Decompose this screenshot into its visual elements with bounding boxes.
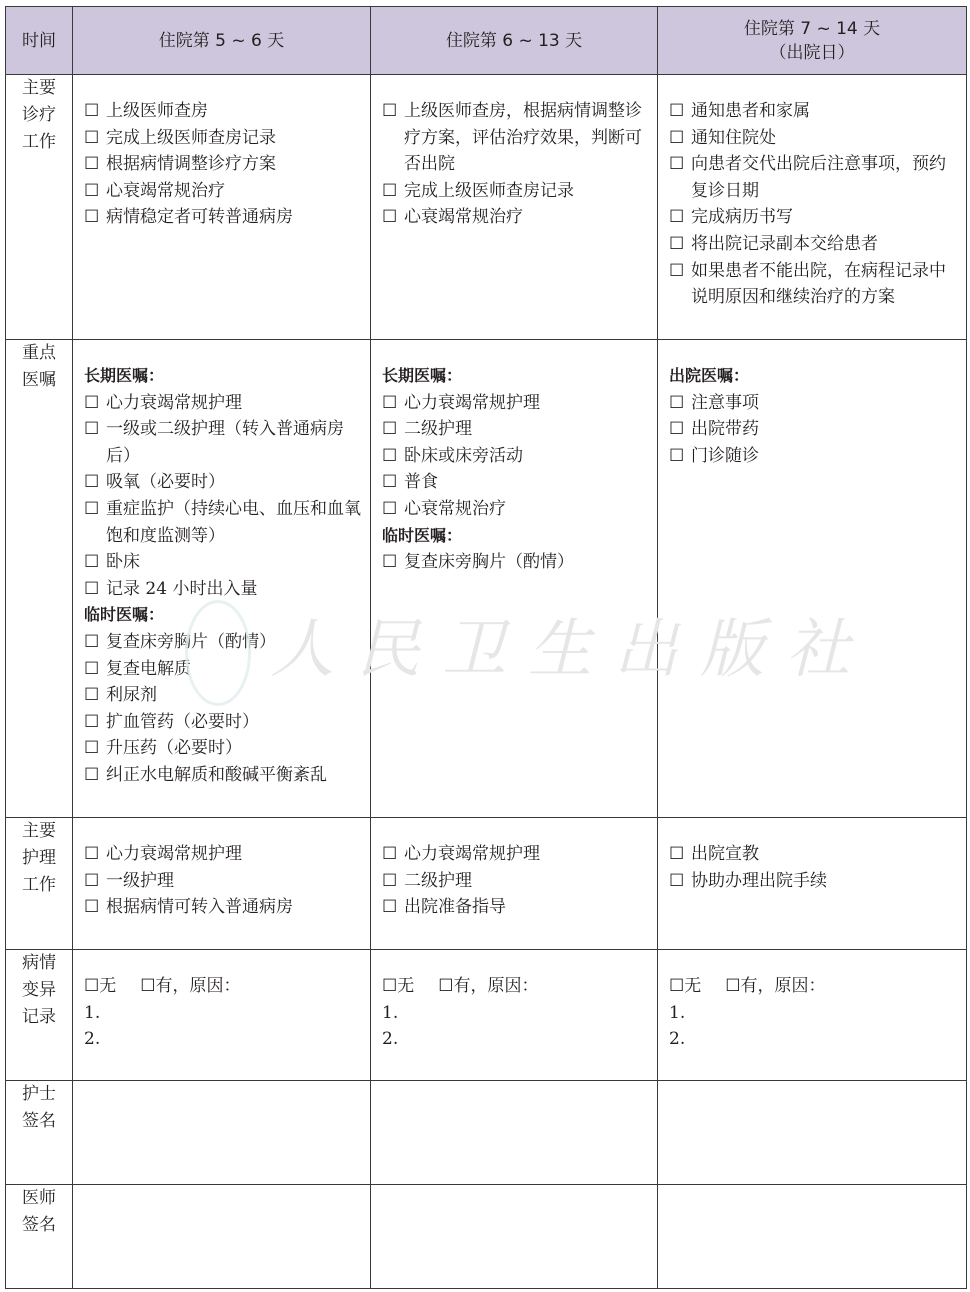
cell-variance-col3 [658,950,967,1081]
checklist-item-text: 出院带药 [691,419,759,440]
checklist-item-text: 普食 [404,472,438,493]
label-line: 变异 [22,980,56,1000]
checklist-item-text: 通知患者和家属 [691,101,810,121]
checklist-item[interactable] [84,894,362,921]
checklist-item-text: 一级或二级护理（转入普通病房后） [106,419,344,466]
checkbox-icon[interactable]: ☐ [84,101,100,121]
checklist-item[interactable] [382,443,649,470]
checklist-item-text: 利尿剂 [106,685,157,706]
checklist-item[interactable] [84,762,362,789]
checklist-item[interactable] [84,549,362,576]
label-doctor-signature [6,1185,73,1289]
checklist-item-text: 完成病历书写 [691,207,793,228]
checklist-item-text: 心力衰竭常规护理 [404,392,540,413]
checkbox-icon[interactable]: ☐ [382,844,398,864]
checklist-item-text: 纠正水电解质和酸碱平衡紊乱 [106,764,327,785]
header-discharge-day: （出院日） [769,42,855,63]
label-line: 护理 [22,848,56,868]
checkbox-icon[interactable]: ☐ [84,392,100,413]
label-line: 医嘱 [22,370,56,390]
variance-options [669,973,958,1000]
checkbox-icon[interactable]: ☐ [382,870,398,891]
checklist-item[interactable] [84,125,362,152]
checkbox-icon[interactable]: ☐ [382,897,398,918]
cell-diagnosis-col3 [658,75,967,340]
checkbox-icon[interactable]: ☐ [84,711,100,732]
checklist-item-text: 复查电解质 [106,658,191,679]
checkbox-icon[interactable]: ☐ [669,976,685,996]
long-term-orders-title: 长期医嘱： [84,366,165,385]
row-nurse-signature [6,1081,967,1185]
checkbox-icon[interactable]: ☐ [84,764,100,785]
checklist-item-text: 升压药（必要时） [106,738,242,759]
label-line: 工作 [22,132,56,152]
checklist-item[interactable] [669,443,958,470]
checklist-item-text: 二级护理 [404,870,472,891]
checklist-item-text: 根据病情可转入普通病房 [106,897,293,918]
checklist-item-text: 心力衰竭常规护理 [106,844,242,864]
checklist-item[interactable] [382,868,649,895]
variance-reason-line[interactable]: 2. [669,1029,686,1050]
doctor-signature-col3[interactable] [658,1185,967,1289]
checklist-item[interactable] [669,390,958,417]
checklist-item-text: 上级医师查房，根据病情调整诊疗方案，评估治疗效果，判断可否出院 [404,101,642,175]
checkbox-icon[interactable]: ☐ [382,472,398,493]
checklist-item-text: 上级医师查房 [106,101,208,121]
checklist-item[interactable] [382,841,649,868]
checkbox-icon[interactable]: ☐ [382,976,398,996]
row-nursing [6,818,967,950]
checklist-item[interactable] [84,98,362,125]
variance-yes-label: 有，原因： [740,976,826,996]
checkbox-icon[interactable]: ☐ [84,976,100,996]
label-line: 病情 [22,953,56,973]
checklist-item[interactable] [382,98,649,178]
checkbox-icon[interactable]: ☐ [84,207,100,228]
checklist-item-text: 复查床旁胸片（酌情） [404,552,574,573]
checkbox-icon[interactable]: ☐ [84,498,100,519]
checklist-item-text: 出院准备指导 [404,897,506,918]
checklist-item[interactable] [669,151,958,204]
checklist-item[interactable] [669,125,958,152]
checklist-item[interactable] [84,469,362,496]
checklist-item[interactable] [84,416,362,469]
checkbox-icon[interactable]: ☐ [382,207,398,228]
checklist-item[interactable] [84,496,362,549]
checkbox-icon[interactable]: ☐ [84,472,100,493]
checklist-item-text: 心衰常规治疗 [404,498,506,519]
checklist-item[interactable] [669,231,958,258]
checkbox-icon[interactable]: ☐ [669,233,685,254]
checkbox-icon[interactable]: ☐ [140,976,156,996]
checkbox-icon[interactable]: ☐ [84,870,100,891]
checklist-item-text: 心衰竭常规治疗 [106,180,225,201]
cell-diagnosis-col1 [73,75,371,340]
variance-yes-label: 有，原因： [453,976,539,996]
header-day-5-6: 住院第 5 ~ 6 天 [73,7,371,75]
checkbox-icon[interactable]: ☐ [669,154,685,175]
checklist-item[interactable] [84,841,362,868]
label-line: 主要 [22,78,56,98]
variance-yes-label: 有，原因： [155,976,241,996]
checklist-item-text: 心力衰竭常规护理 [106,392,242,413]
checklist-item-text: 卧床或床旁活动 [404,445,523,466]
checklist-item[interactable] [382,549,649,576]
row-variance [6,950,967,1081]
checkbox-icon[interactable]: ☐ [84,685,100,706]
cell-variance-col2 [371,950,658,1081]
header-day-6-13: 住院第 6 ~ 13 天 [371,7,658,75]
label-line: 护士 [22,1084,56,1104]
checklist-item[interactable] [669,868,958,895]
checkbox-icon[interactable]: ☐ [382,498,398,519]
cell-diagnosis-col2 [371,75,658,340]
checklist-item[interactable] [382,390,649,417]
checklist-item[interactable] [84,576,362,603]
checklist-item[interactable] [84,204,362,231]
checklist-item-text: 卧床 [106,552,140,573]
label-line: 工作 [22,875,56,895]
label-line: 签名 [22,1215,56,1235]
checklist-item-text: 门诊随诊 [691,445,759,466]
label-orders [6,340,73,818]
label-nursing [6,818,73,950]
checkbox-icon[interactable]: ☐ [725,976,741,996]
checklist-item-text: 出院宣教 [691,844,759,864]
checklist-item-text: 通知住院处 [691,127,776,148]
checkbox-icon[interactable]: ☐ [84,897,100,918]
checkbox-icon[interactable]: ☐ [84,419,100,440]
label-nurse-signature [6,1081,73,1185]
variance-none-label: 无 [397,976,415,996]
variance-none-label: 无 [99,976,117,996]
checkbox-icon[interactable]: ☐ [84,127,100,148]
label-line: 记录 [22,1007,56,1027]
checklist-item-text: 病情稳定者可转普通病房 [106,207,293,228]
checklist-item[interactable] [669,416,958,443]
row-diagnosis [6,75,967,340]
doctor-signature-col2[interactable] [371,1185,658,1289]
temporary-orders-title: 临时医嘱： [382,525,463,545]
checkbox-icon[interactable]: ☐ [84,154,100,175]
checkbox-icon[interactable]: ☐ [382,101,398,121]
checkbox-icon[interactable]: ☐ [84,631,100,652]
cell-nursing-col3 [658,818,967,950]
checklist-item-text: 将出院记录副本交给患者 [691,233,878,254]
checkbox-icon[interactable]: ☐ [669,419,685,440]
temporary-orders-title: 临时医嘱： [84,605,165,625]
checklist-item[interactable] [84,735,362,762]
checklist-item-text: 心衰竭常规治疗 [404,207,523,228]
checkbox-icon[interactable]: ☐ [669,445,685,466]
checklist-item[interactable] [669,98,958,125]
header-day-7-14-title: 住院第 7 ~ 14 天 [743,18,881,39]
checkbox-icon[interactable]: ☐ [669,127,685,148]
discharge-orders-title: 出院医嘱： [669,366,750,385]
nurse-signature-col1[interactable] [73,1081,371,1185]
checkbox-icon[interactable]: ☐ [669,392,685,413]
checkbox-icon[interactable]: ☐ [382,419,398,440]
clinical-pathway-table [5,6,967,1289]
checklist-item[interactable] [669,841,958,868]
label-line: 签名 [22,1111,56,1131]
header-time: 时间 [6,7,73,75]
checkbox-icon[interactable]: ☐ [438,976,454,996]
checklist-item[interactable] [84,709,362,736]
checklist-item[interactable] [382,204,649,231]
checklist-item-text: 根据病情调整诊疗方案 [106,154,276,175]
variance-none-label: 无 [684,976,702,996]
checkbox-icon[interactable]: ☐ [669,207,685,228]
checklist-item[interactable] [382,178,649,205]
checklist-item-text: 二级护理 [404,419,472,440]
checklist-item-text: 吸氧（必要时） [106,472,225,493]
checkbox-icon[interactable]: ☐ [382,445,398,466]
variance-reason-line[interactable]: 1. [84,1002,101,1023]
checkbox-icon[interactable]: ☐ [84,578,100,599]
variance-reason-line[interactable]: 1. [382,1002,399,1023]
checklist-item[interactable] [382,469,649,496]
checklist-item[interactable] [382,416,649,443]
checklist-item-text: 复查床旁胸片（酌情） [106,631,276,652]
doctor-signature-col1[interactable] [73,1185,371,1289]
checklist-item[interactable] [84,868,362,895]
header-day-7-14 [658,7,967,75]
checklist-item-text: 心力衰竭常规护理 [404,844,540,864]
checklist-item[interactable] [669,204,958,231]
row-orders [6,340,967,818]
cell-orders-col1 [73,340,371,818]
variance-options [382,973,649,1000]
label-diagnosis [6,75,73,340]
cell-orders-col3 [658,340,967,818]
checklist-item[interactable] [382,894,649,921]
checkbox-icon[interactable]: ☐ [669,101,685,121]
checklist-item-text: 协助办理出院手续 [691,870,827,891]
checklist-item[interactable] [382,496,649,523]
checkbox-icon[interactable]: ☐ [382,552,398,573]
row-doctor-signature [6,1185,967,1289]
label-line: 重点 [22,343,56,363]
checklist-item-text: 记录 24 小时出入量 [106,578,258,599]
checklist-item-text: 完成上级医师查房记录 [404,180,574,201]
nurse-signature-col2[interactable] [371,1081,658,1185]
cell-nursing-col1 [73,818,371,950]
checkbox-icon[interactable]: ☐ [84,552,100,573]
checkbox-icon[interactable]: ☐ [669,844,685,864]
checkbox-icon[interactable]: ☐ [382,180,398,201]
checklist-item[interactable] [84,151,362,178]
cell-orders-col2 [371,340,658,818]
checklist-item-text: 一级护理 [106,870,174,891]
watermark-logo-icon [185,600,251,706]
label-line: 主要 [22,821,56,841]
checklist-item-text: 完成上级医师查房记录 [106,127,276,148]
checkbox-icon[interactable]: ☐ [669,260,685,281]
checklist-item[interactable] [84,390,362,417]
checkbox-icon[interactable]: ☐ [84,658,100,679]
cell-variance-col1 [73,950,371,1081]
label-line: 诊疗 [22,105,56,125]
long-term-orders-title: 长期医嘱： [382,366,463,385]
nurse-signature-col3[interactable] [658,1081,967,1185]
checkbox-icon[interactable]: ☐ [84,180,100,201]
variance-reason-line[interactable]: 1. [669,1002,686,1023]
checkbox-icon[interactable]: ☐ [84,738,100,759]
publisher-watermark: 人民卫生出版社 [270,613,872,687]
header-row [6,7,967,75]
checklist-item-text: 如果患者不能出院，在病程记录中说明原因和继续治疗的方案 [691,260,946,308]
label-variance [6,950,73,1081]
variance-reason-line[interactable]: 2. [84,1029,101,1050]
checklist-item-text: 注意事项 [691,392,759,413]
cell-nursing-col2 [371,818,658,950]
checkbox-icon[interactable]: ☐ [669,870,685,891]
variance-options [84,973,362,1000]
checkbox-icon[interactable]: ☐ [84,844,100,864]
checklist-item[interactable] [669,258,958,311]
variance-reason-line[interactable]: 2. [382,1029,399,1050]
checklist-item-text: 向患者交代出院后注意事项，预约复诊日期 [691,154,946,201]
checklist-item-text: 扩血管药（必要时） [106,711,259,732]
label-line: 医师 [22,1188,56,1208]
checkbox-icon[interactable]: ☐ [382,392,398,413]
checklist-item[interactable] [84,178,362,205]
checklist-item-text: 重症监护（持续心电、血压和血氧饱和度监测等） [106,498,361,546]
